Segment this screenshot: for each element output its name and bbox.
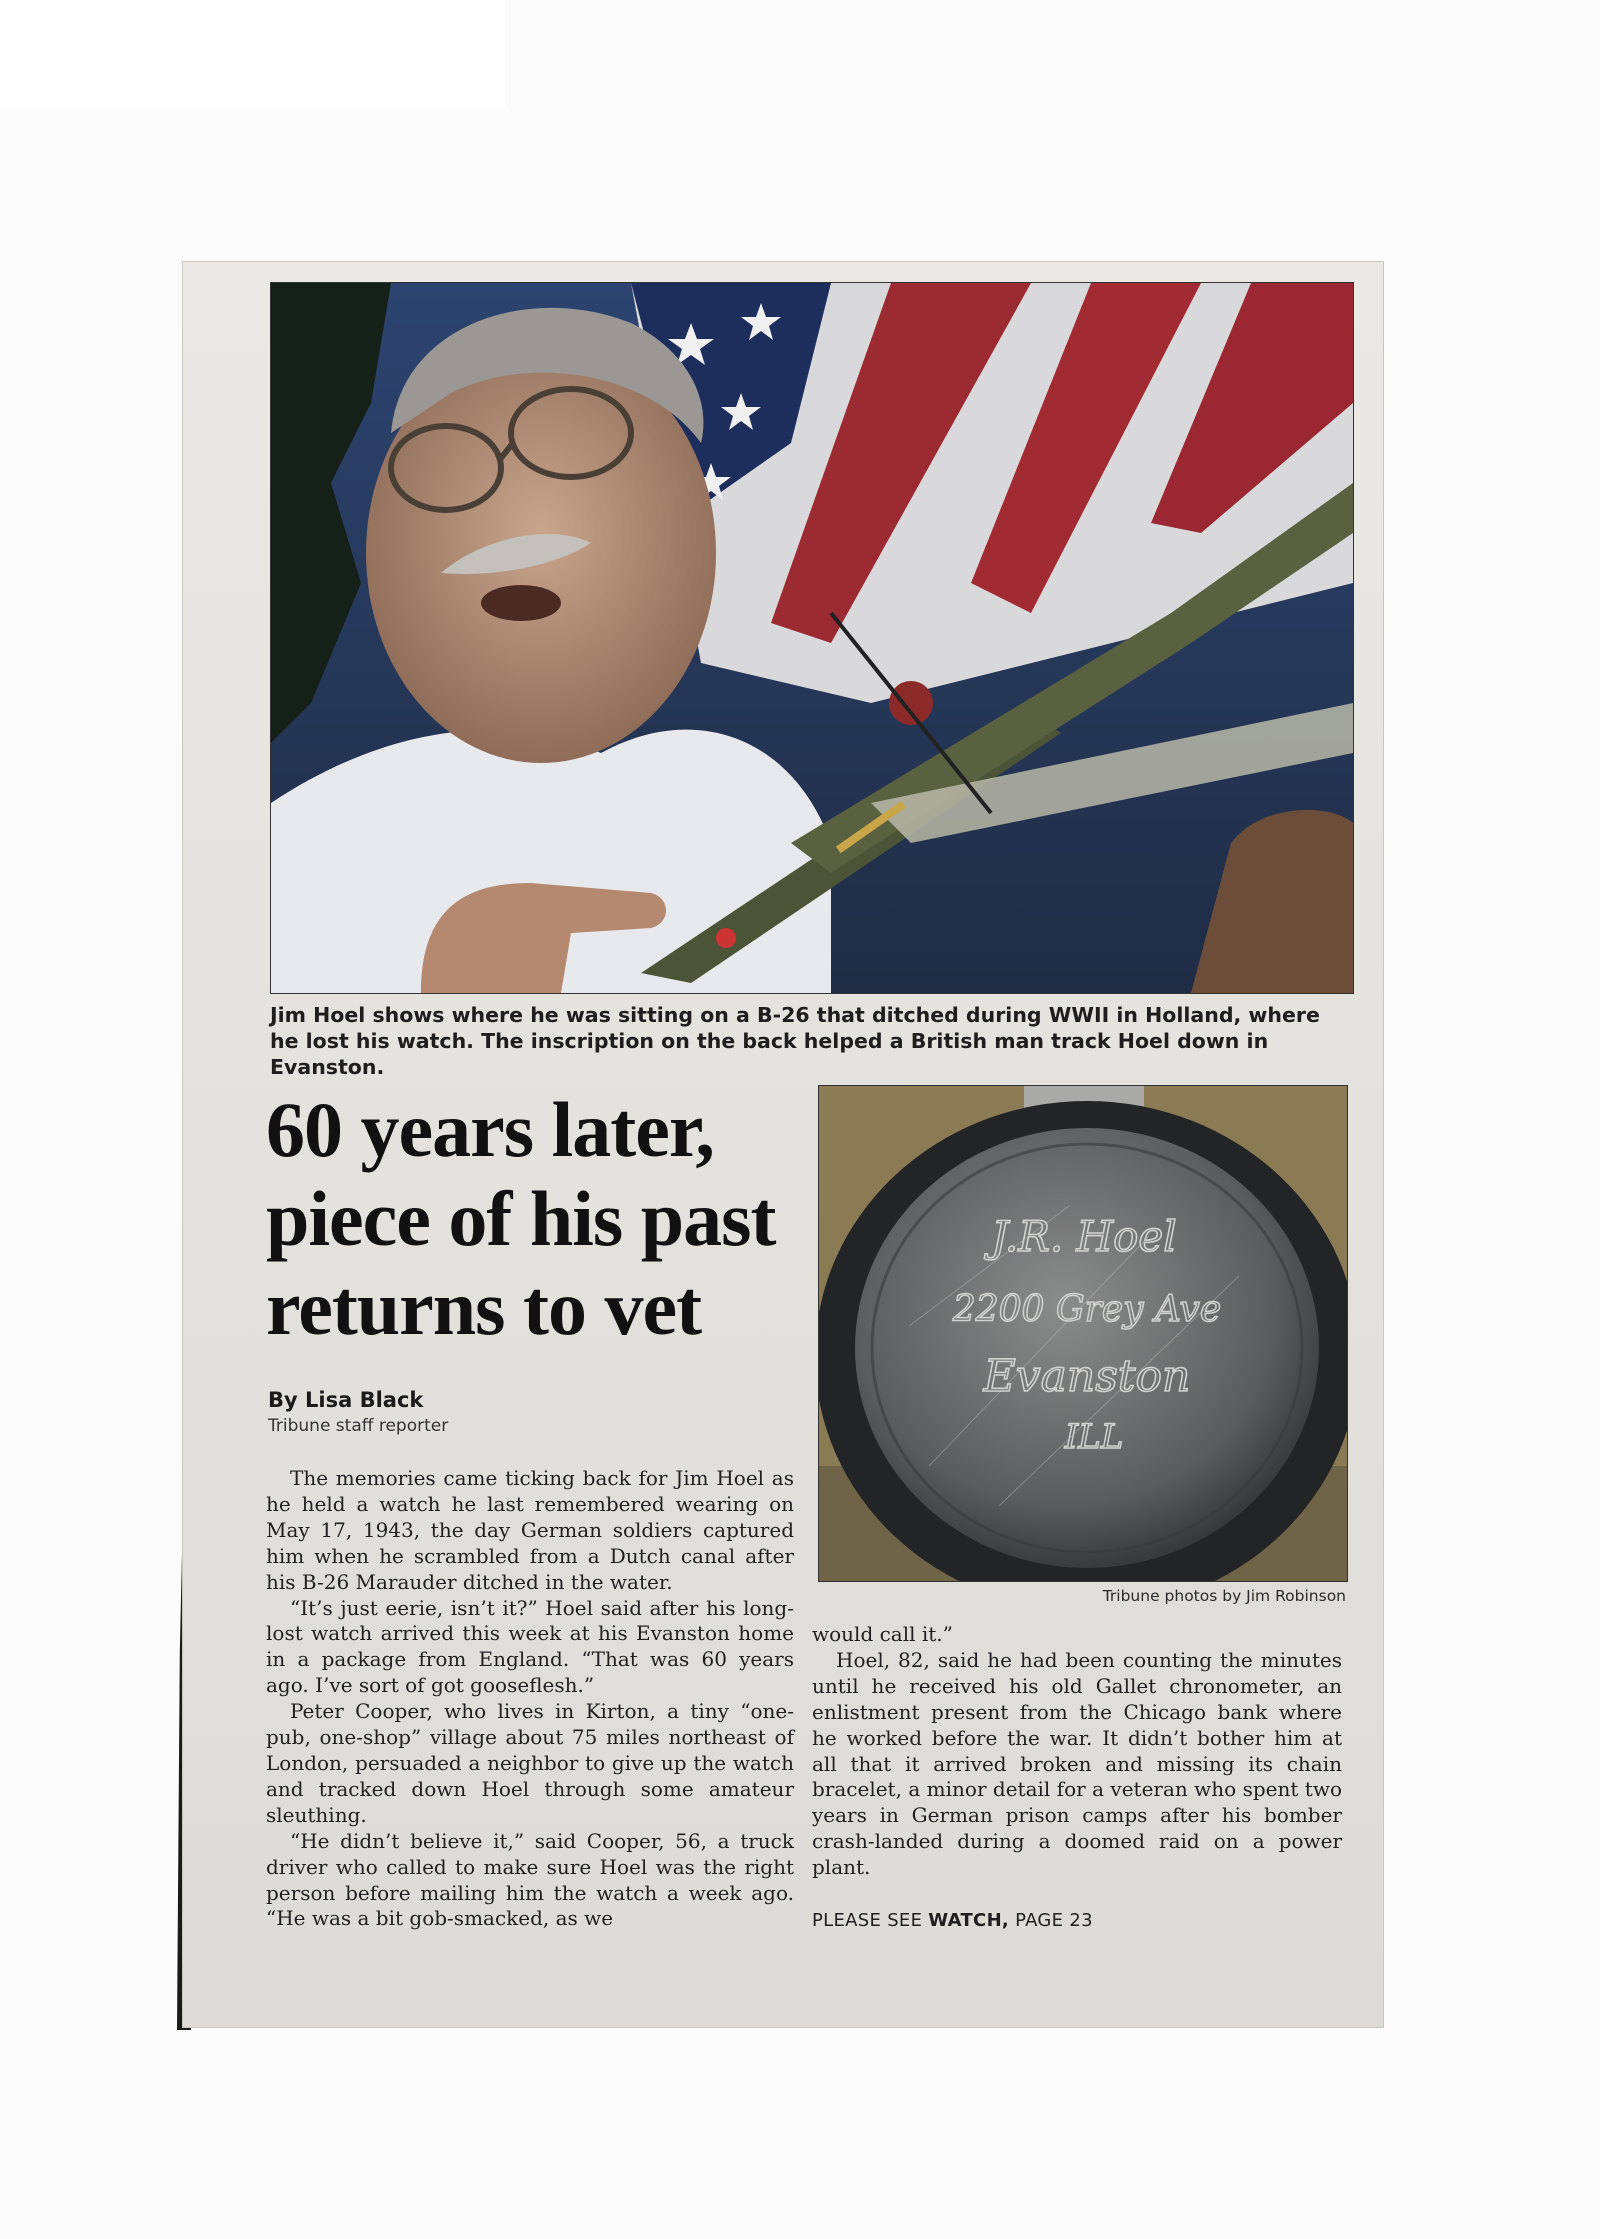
inscription-line-1: J.R. Hoel	[991, 1212, 1177, 1261]
inscription-line-3: Evanston	[983, 1351, 1191, 1402]
headline-line-2: piece of his past	[266, 1175, 776, 1262]
jump-keyword: WATCH,	[928, 1910, 1010, 1931]
jump-page: PAGE 23	[1015, 1910, 1093, 1931]
headline	[266, 1085, 806, 1352]
body-paragraph: “He didn’t believe it,” said Cooper, 56, a truck driver who called to make sure Hoel was the right person before mailing him the watch a week ago. “He was a bit gob-smacked, as we	[266, 1828, 794, 1931]
headline-line-3: returns to vet	[266, 1264, 702, 1351]
veteran-with-model-plane-image	[271, 283, 1353, 993]
byline-author: By Lisa Black	[268, 1388, 424, 1412]
photo-caption: Jim Hoel shows where he was sitting on a B-26 that ditched during WWII in Holland, where he lost his watch. The inscription on the back helped a British man track Hoel down in Evanston.	[270, 1003, 1320, 1079]
article-body-right	[812, 1622, 1342, 1881]
watch-photo	[818, 1085, 1348, 1582]
headline-line-1: 60 years later,	[266, 1086, 714, 1173]
main-photo	[270, 282, 1354, 994]
article-body-left	[266, 1466, 794, 1932]
engraved-watch-back-image	[819, 1086, 1347, 1581]
scan-corner-patch	[0, 0, 505, 108]
jump-prefix: PLEASE SEE	[812, 1910, 923, 1931]
body-paragraph: would call it.”	[812, 1622, 953, 1646]
body-paragraph: The memories came ticking back for Jim Hoel as he held a watch he last remembered wearing on May 17, 1943, the day German soldiers captured him when he scrambled from a Dutch canal after his B-26 Marauder ditched in the water.	[266, 1466, 794, 1594]
body-paragraph: Peter Cooper, who lives in Kirton, a tiny “one-pub, one-shop” village about 75 miles northeast of London, persuaded a neighbor to give up the watch and tracked down Hoel through some amateur sleuthing.	[266, 1699, 794, 1827]
jump-line	[812, 1910, 1093, 1931]
photo-credit: Tribune photos by Jim Robinson	[1102, 1587, 1346, 1605]
inscription-line-4: ILL	[1064, 1417, 1124, 1457]
byline	[268, 1388, 448, 1436]
body-paragraph: Hoel, 82, said he had been counting the minutes until he received his old Gallet chronometer, an enlistment present from the Chicago bank where he worked before the war. It didn’t bother him at all that it arrived broken and missing its chain bracelet, a minor detail for a veteran who spent two years in German prison camps after his bomber crash-landed during a doomed raid on a power plant.	[812, 1647, 1342, 1880]
body-paragraph: “It’s just eerie, isn’t it?” Hoel said after his long-lost watch arrived this week at his Evanston home in a package from England. “That was 60 years ago. I’ve sort of got gooseflesh.”	[266, 1595, 794, 1698]
inscription-line-2: 2200 Grey Ave	[952, 1289, 1222, 1330]
byline-role: Tribune staff reporter	[268, 1416, 449, 1436]
